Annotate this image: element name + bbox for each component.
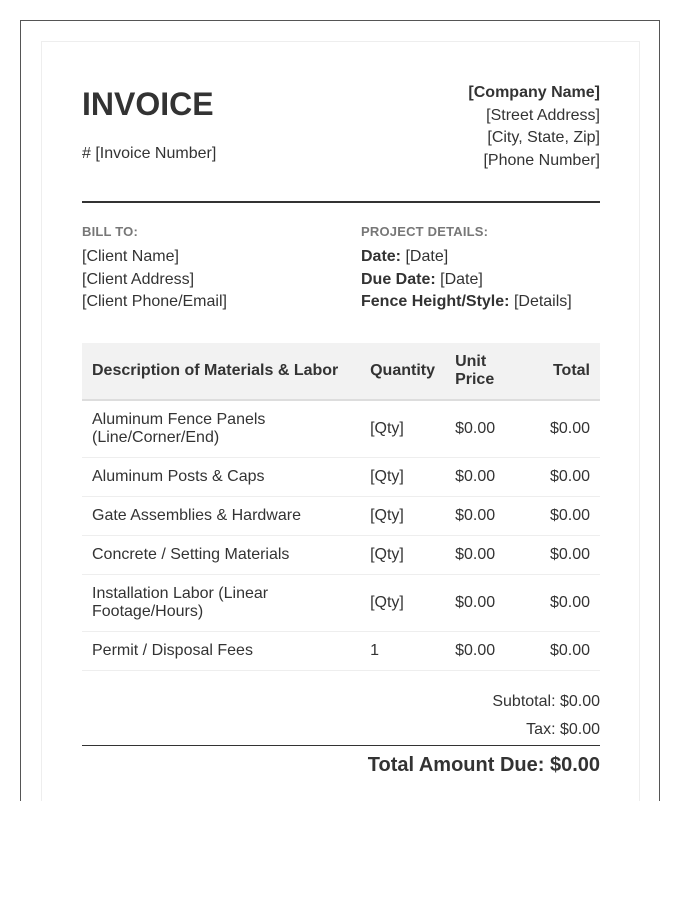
table-body [82,400,600,671]
project-fence-style [361,291,572,314]
row-unit-price: $0.00 [445,632,530,671]
header-quantity: Quantity [360,343,445,400]
date-key: Date: [361,248,402,265]
project-due-date [361,269,572,292]
table-header [82,343,600,400]
fence-style-key: Fence Height/Style: [361,293,510,310]
table-row [82,497,600,536]
row-unit-price: $0.00 [445,575,530,632]
header-divider [82,201,600,203]
client-contact: [Client Phone/Email] [82,293,227,310]
header-unit-price-line1: Unit [455,353,487,370]
table-header-row [82,343,600,400]
row-description: Gate Assemblies & Hardware [82,497,360,536]
row-total: $0.00 [531,536,600,575]
table-row [82,458,600,497]
company-block [468,82,600,172]
bill-to-label: BILL TO: [82,224,139,239]
totals-divider [82,745,600,746]
table-row [82,400,600,458]
row-total: $0.00 [531,458,600,497]
row-total: $0.00 [531,400,600,458]
row-description: Concrete / Setting Materials [82,536,360,575]
header-total: Total [531,343,600,400]
row-description: Aluminum Fence Panels (Line/Corner/End) [82,400,360,458]
row-description: Permit / Disposal Fees [82,632,360,671]
due-date-key: Due Date: [361,270,436,288]
fence-style-value: [Details] [513,293,572,310]
client-name: [Client Name] [82,248,179,265]
invoice-title: INVOICE [82,86,214,122]
bill-to-section [82,224,227,314]
company-name: [Company Name] [468,84,600,101]
row-total: $0.00 [531,497,600,536]
row-quantity: [Qty] [360,536,445,575]
invoice-header [82,82,600,202]
row-total: $0.00 [531,632,600,671]
row-description: Installation Labor (Linear Footage/Hours) [82,575,360,632]
company-city: [City, State, Zip] [487,129,600,146]
row-quantity: [Qty] [360,497,445,536]
table-row [82,536,600,575]
total-amount-due: Total Amount Due: $0.00 [367,754,600,776]
row-unit-price: $0.00 [445,497,530,536]
invoice-number: # [Invoice Number] [82,145,217,162]
info-row [82,224,600,314]
invoice-content [82,82,600,776]
row-quantity: 1 [360,632,445,671]
row-quantity: [Qty] [360,400,445,458]
row-quantity: [Qty] [360,458,445,497]
row-description: Aluminum Posts & Caps [82,458,360,497]
header-description: Description of Materials & Labor [82,343,360,400]
header-unit-price-line2: Price [455,371,495,388]
due-date-value: [Date] [440,270,483,288]
project-details-label: PROJECT DETAILS: [361,224,489,239]
table-row [82,575,600,632]
header-unit-price [445,343,530,400]
project-date [361,246,572,269]
row-quantity: [Qty] [360,575,445,632]
row-unit-price: $0.00 [445,536,530,575]
row-total: $0.00 [531,575,600,632]
tax: Tax: $0.00 [526,721,600,738]
company-phone: [Phone Number] [483,151,600,169]
subtotal: Subtotal: $0.00 [492,693,600,710]
date-value: [Date] [405,248,449,265]
company-street: [Street Address] [486,106,600,124]
client-address: [Client Address] [82,270,195,288]
row-unit-price: $0.00 [445,400,530,458]
line-items-table [82,343,600,671]
project-details-section [361,224,572,314]
table-row [82,632,600,671]
row-unit-price: $0.00 [445,458,530,497]
